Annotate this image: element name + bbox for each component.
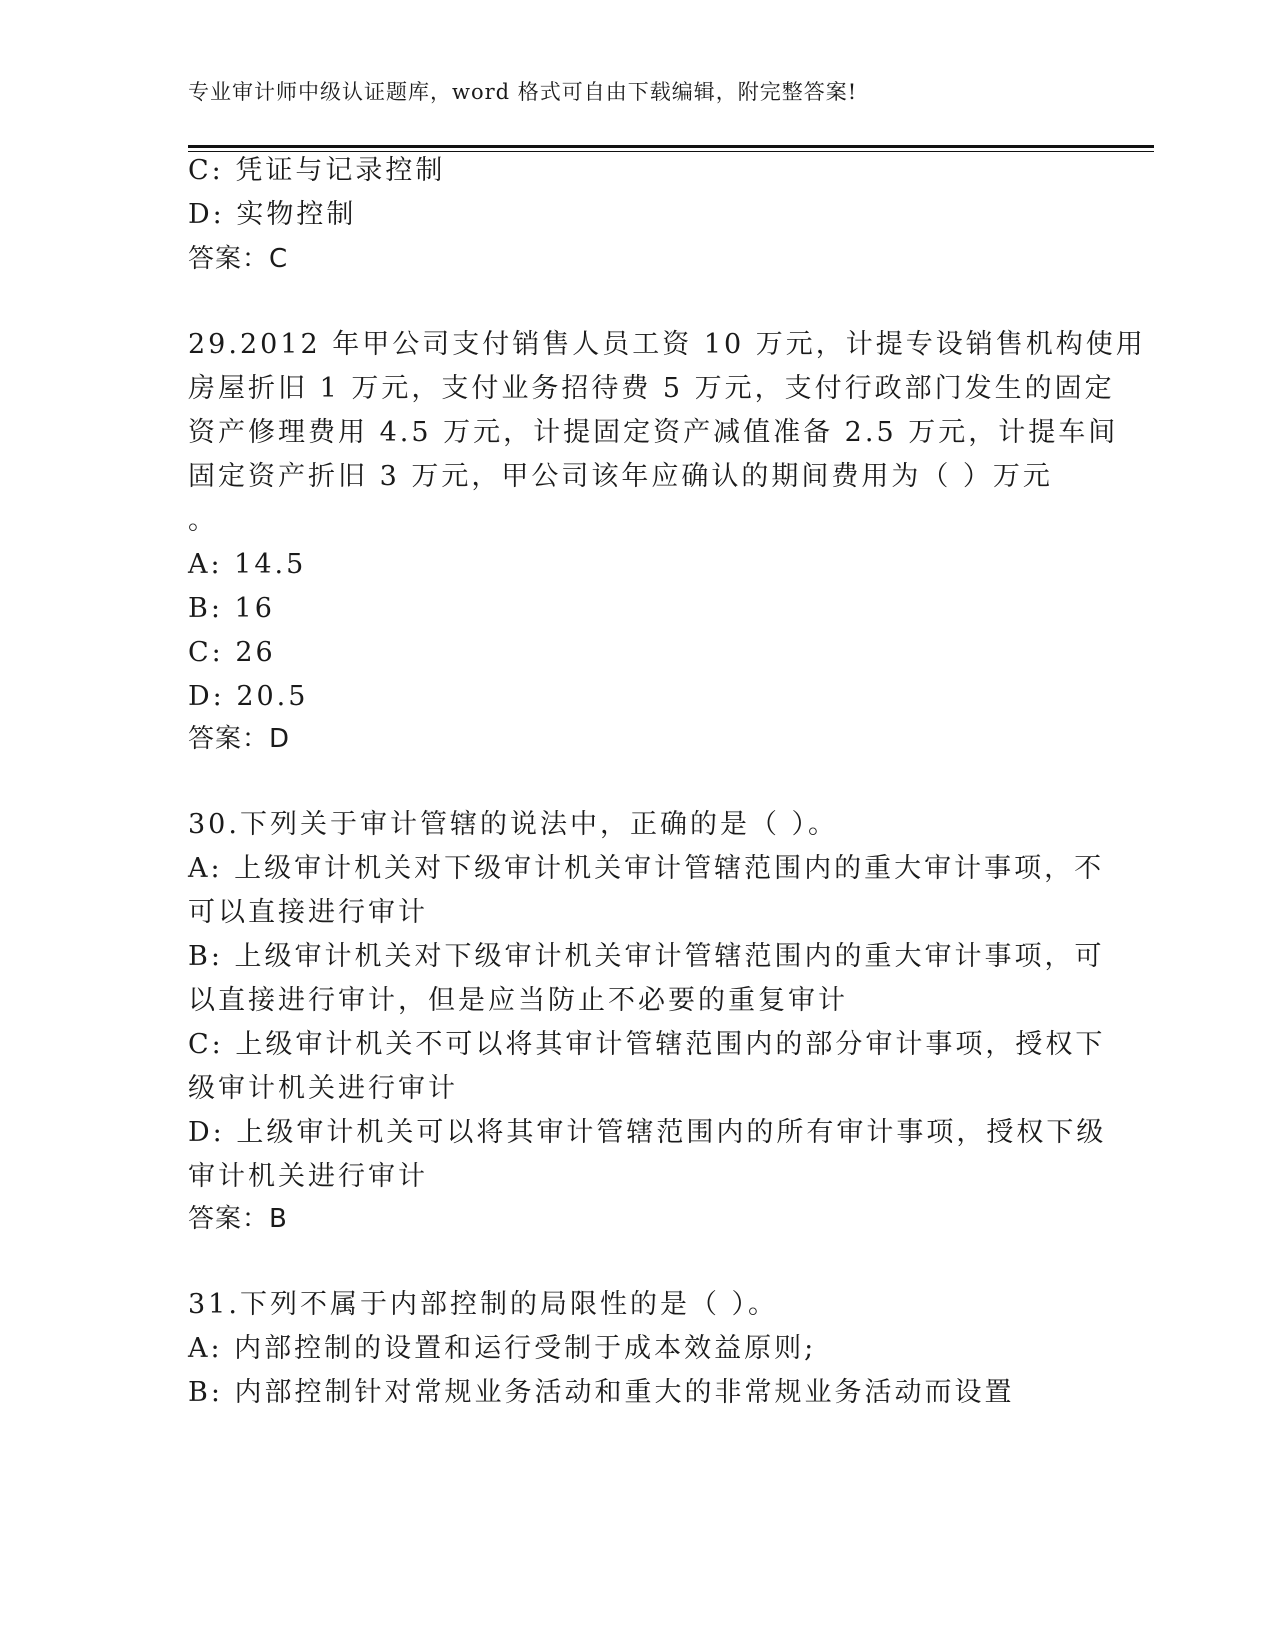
q30-option-line: 可以直接进行审计	[188, 897, 428, 928]
q30-stem: 30.下列关于审计管辖的说法中，正确的是（ ）。	[188, 809, 839, 840]
q28-option-c: C: 凭证与记录控制	[188, 155, 446, 186]
q30-option-line: C: 上级审计机关不可以将其审计管辖范围内的部分审计事项，授权下	[188, 1029, 1106, 1060]
q31-stem: 31.下列不属于内部控制的局限性的是（ ）。	[188, 1289, 779, 1320]
page-header: 专业审计师中级认证题库，word 格式可自由下载编辑，附完整答案!	[188, 80, 858, 104]
q31-option-b: B: 内部控制针对常规业务活动和重大的非常规业务活动而设置	[188, 1377, 1015, 1408]
q29-stem-line: 29.2012 年甲公司支付销售人员工资 10 万元，计提专设销售机构使用	[188, 329, 1146, 360]
q29-option-d: D: 20.5	[188, 681, 309, 712]
q29-option-a: A: 14.5	[188, 549, 307, 580]
q28-answer: 答案：C	[188, 244, 289, 274]
q29-stem-line: 资产修理费用 4.5 万元，计提固定资产减值准备 2.5 万元，计提车间	[188, 417, 1119, 448]
q30-option-line: A: 上级审计机关对下级审计机关审计管辖范围内的重大审计事项，不	[188, 853, 1105, 884]
q29-answer: 答案：D	[188, 724, 291, 754]
q31-option-a: A: 内部控制的设置和运行受制于成本效益原则;	[188, 1333, 817, 1364]
q30-answer: 答案：B	[188, 1204, 288, 1234]
q29-stem-line: 固定资产折旧 3 万元，甲公司该年应确认的期间费用为（ ）万元	[188, 461, 1053, 492]
q30-option-line: 级审计机关进行审计	[188, 1073, 458, 1104]
q30-option-line: D: 上级审计机关可以将其审计管辖范围内的所有审计事项，授权下级	[188, 1117, 1107, 1148]
q29-stem-line: 。	[188, 505, 218, 536]
q29-stem-line: 房屋折旧 1 万元，支付业务招待费 5 万元，支付行政部门发生的固定	[188, 373, 1115, 404]
q30-option-line: 以直接进行审计，但是应当防止不必要的重复审计	[188, 985, 848, 1016]
q29-option-b: B: 16	[188, 593, 275, 624]
q30-option-line: 审计机关进行审计	[188, 1161, 428, 1192]
header-divider-thin	[188, 151, 1154, 152]
q30-option-line: B: 上级审计机关对下级审计机关审计管辖范围内的重大审计事项，可	[188, 941, 1105, 972]
q28-option-d: D: 实物控制	[188, 199, 357, 230]
header-divider-thick	[188, 145, 1154, 148]
q29-option-c: C: 26	[188, 637, 276, 668]
